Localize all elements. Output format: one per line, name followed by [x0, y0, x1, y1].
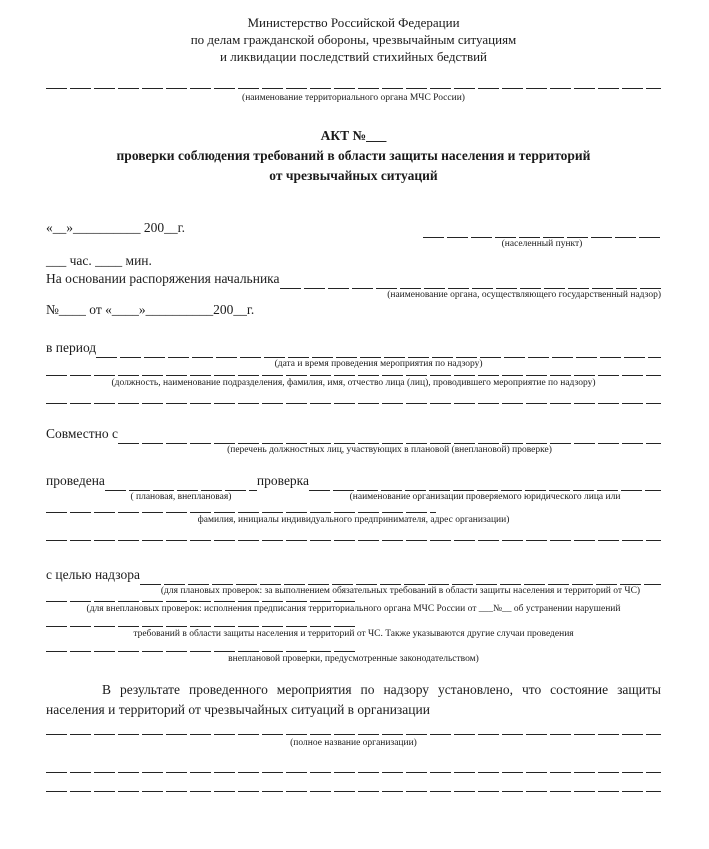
blank-line	[46, 790, 661, 792]
period-row	[46, 340, 661, 369]
basis-caption: (наименование органа, осуществляющего государственный надзор)	[387, 290, 661, 300]
conducted-type-blank-line	[105, 473, 257, 502]
territorial-org-caption: (наименование территориального органа МЧС России)	[242, 93, 465, 103]
org-name-block	[46, 733, 661, 749]
unscheduled-block-2	[46, 625, 661, 640]
conducted-label: проведена	[46, 473, 105, 488]
officials-block	[46, 374, 661, 389]
jointly-label: Совместно с	[46, 426, 119, 441]
blank-line	[46, 539, 661, 541]
date-row	[46, 220, 661, 249]
settlement-blank-line	[423, 220, 661, 249]
ministry-header-line2: по делам гражданской обороны, чрезвычайным ситуациям	[190, 32, 517, 47]
purpose-blank-line	[140, 567, 661, 596]
purpose-caption: (для плановых проверок: за выполнением обязательных требований в области защиты населения и территорий от ЧС)	[160, 586, 641, 596]
act-title-line3: от чрезвычайных ситуаций	[269, 168, 438, 183]
inspection-org-blank-line	[309, 473, 661, 502]
unscheduled-blank-line-2	[46, 625, 356, 627]
conducted-row	[46, 473, 661, 502]
order-number-blank: №____ от «____»__________200__г.	[46, 302, 255, 317]
territorial-org-block	[46, 87, 661, 104]
basis-blank-line	[280, 271, 661, 300]
period-blank-line	[96, 340, 661, 369]
period-caption: (дата и время проведения мероприятия по надзору)	[274, 359, 483, 369]
jointly-caption: (перечень должностных лиц, участвующих в плановой (внеплановой) проверке)	[227, 445, 552, 455]
period-label: в период	[46, 340, 97, 355]
ministry-header	[46, 14, 661, 65]
date-blank: «__»__________ 200__г.	[46, 220, 186, 235]
unscheduled-block-3	[46, 650, 661, 665]
ministry-header-line1: Министерство Российской Федерации	[247, 15, 460, 30]
basis-label: На основании распоряжения начальника	[46, 271, 280, 286]
act-title-line2: проверки соблюдения требований в области защиты населения и территорий	[116, 148, 591, 163]
purpose-label: с целью надзора	[46, 567, 140, 582]
settlement-caption: (населенный пункт)	[501, 239, 583, 249]
unscheduled-caption-2: требований в области защиты населения и территорий от ЧС. Также указываются другие случаи проведения	[133, 629, 574, 639]
unscheduled-block-1	[46, 600, 661, 615]
jointly-row	[46, 426, 661, 455]
entrepreneur-caption: фамилия, инициалы индивидуального предпринимателя, адрес организации)	[197, 515, 510, 525]
territorial-org-blank-line	[46, 87, 661, 89]
inspection-org-caption: (наименование организации проверяемого юридического лица или	[349, 492, 621, 502]
basis-row	[46, 271, 661, 300]
date-row-spacer	[185, 220, 423, 238]
unscheduled-caption-1: (для внеплановых проверок: исполнения предписания территориального органа МЧС России от ___№__ об устранении нарушений	[86, 604, 621, 614]
act-title-number: АКТ №___	[320, 128, 387, 143]
jointly-blank-line	[118, 426, 661, 455]
inspection-label: проверка	[256, 473, 310, 488]
org-name-blank-line	[46, 733, 661, 735]
time-blank: ___ час. ____ мин.	[46, 253, 152, 268]
entrepreneur-block	[46, 511, 661, 526]
act-title	[46, 126, 661, 186]
unscheduled-blank-line-1	[46, 600, 356, 602]
conducted-type-caption: ( плановая, внеплановая)	[130, 492, 232, 502]
blank-line	[46, 402, 661, 404]
result-paragraph: В результате проведенного мероприятия по надзору установлено, что состояние защиты населения и территорий от чрезвычайных ситуаций в организации	[46, 682, 661, 717]
unscheduled-blank-line-3	[46, 650, 356, 652]
officials-caption: (должность, наименование подразделения, фамилия, имя, отчество лица (лиц), проводившего мероприятие по надзору)	[111, 378, 596, 388]
entrepreneur-blank-line	[46, 511, 436, 513]
blank-line	[46, 771, 661, 773]
purpose-row	[46, 567, 661, 596]
officials-blank-line	[46, 374, 661, 376]
unscheduled-caption-3: внеплановой проверки, предусмотренные законодательством)	[228, 654, 479, 664]
org-name-caption: (полное название организации)	[290, 738, 417, 748]
ministry-header-line3: и ликвидации последствий стихийных бедствий	[220, 49, 487, 64]
